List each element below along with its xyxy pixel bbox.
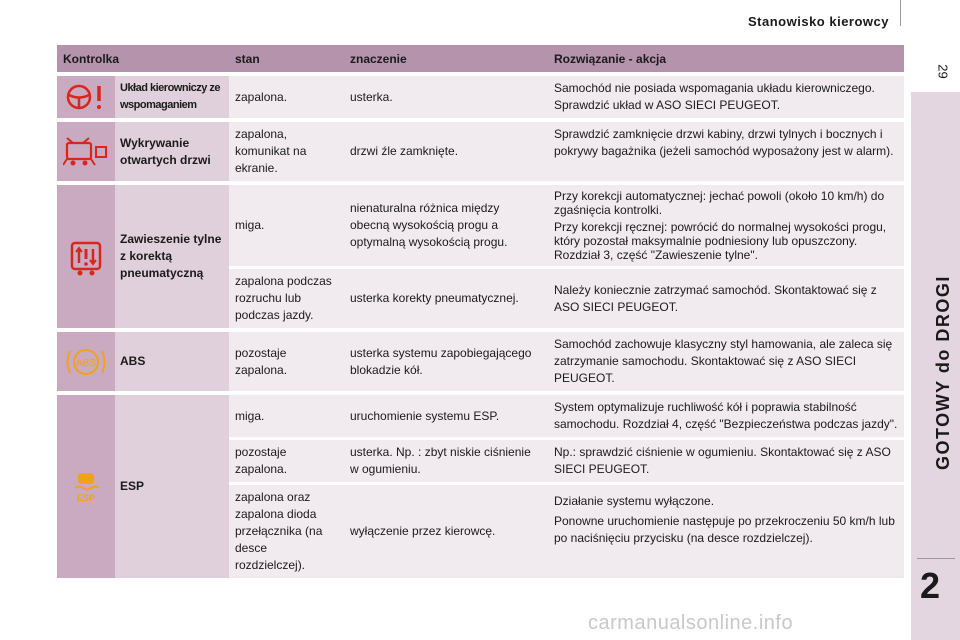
meaning-cell: usterka. — [344, 76, 548, 118]
state-row — [229, 269, 904, 328]
page-header-title: Stanowisko kierowcy — [748, 14, 889, 29]
action-cell: System optymalizuje ruchliwość kół i poprawia stabilność samochodu. Rozdział 4, część "Bezpieczeństwa podczas jazdy". — [548, 395, 904, 437]
indicator-name: ESP — [115, 395, 229, 578]
state-cell: zapalona. — [229, 76, 344, 118]
table-row — [57, 332, 904, 391]
suspension-icon — [66, 237, 106, 277]
svg-text:ESP: ESP — [76, 492, 96, 503]
page-number: 29 — [935, 64, 951, 79]
state-cell: pozostaje zapalona. — [229, 332, 344, 391]
chapter-number: 2 — [920, 565, 941, 606]
indicator-icon-cell — [57, 332, 115, 391]
table-row — [57, 76, 904, 118]
state-cell: zapalona, komunikat na ekranie. — [229, 122, 344, 181]
action-cell: Działanie systemu wyłączone. Ponowne uruchomienie następuje po przekroczeniu 50 km/h lub po naciśnięciu przycisku (na desce rozdzielczej). — [548, 485, 904, 578]
state-cell: zapalona oraz zapalona dioda przełącznika (na desce rozdzielczej). — [229, 485, 344, 578]
indicator-icon-cell — [57, 395, 115, 578]
state-row — [229, 440, 904, 482]
svg-text:ABS: ABS — [75, 357, 97, 369]
action-cell: Należy koniecznie zatrzymać samochód. Skontaktować się z ASO SIECI PEUGEOT. — [548, 269, 904, 328]
table-header-row — [57, 45, 904, 72]
abs-icon — [63, 345, 109, 379]
header-divider — [900, 0, 901, 26]
state-row — [229, 395, 904, 437]
state-cell: miga. — [229, 185, 344, 266]
chapter-divider — [917, 558, 955, 559]
meaning-cell: usterka systemu zapobiegającego blokadzie kół. — [344, 332, 548, 391]
action-cell: Przy korekcji automatycznej: jechać powoli (około 10 km/h) do zgaśnięcia kontrolki. Przy korekcji ręcznej: powrócić do normalnej wysokości progu, który pozostał maksymalnie podniesiony lub opuszczony. Rozdział 3, część "Zawieszenie tylne". — [548, 185, 904, 266]
open-doors-icon — [63, 137, 109, 167]
chapter-title: GOTOWY do DROGI — [933, 275, 953, 470]
column-header-indicator: Kontrolka — [63, 51, 120, 66]
state-row — [229, 76, 904, 118]
column-header-state: stan — [235, 51, 260, 66]
state-row — [229, 485, 904, 578]
table-row — [57, 185, 904, 328]
watermark: carmanualsonline.info — [588, 612, 794, 634]
esp-icon — [69, 470, 103, 504]
meaning-cell: wyłączenie przez kierowcę. — [344, 485, 548, 578]
action-cell: Samochód zachowuje klasyczny styl hamowania, ale zaleca się zatrzymanie samochodu. Skontaktować się z ASO SIECI PEUGEOT. — [548, 332, 904, 391]
column-header-meaning: znaczenie — [350, 51, 407, 66]
steering-warning-icon — [63, 82, 109, 112]
meaning-cell: nienaturalna różnica między obecną wysokością progu a optymalną wysokością progu. — [344, 185, 548, 266]
meaning-cell: usterka. Np. : zbyt niskie ciśnienie w ogumieniu. — [344, 440, 548, 482]
action-cell: Samochód nie posiada wspomagania układu kierowniczego. Sprawdzić układ w ASO SIECI PEUGEOT. — [548, 76, 904, 118]
indicator-name: Układ kierowniczy ze wspomaganiem — [115, 76, 229, 118]
state-row — [229, 185, 904, 266]
table-row — [57, 395, 904, 578]
indicator-name: ABS — [115, 332, 229, 391]
indicator-name: Zawieszenie tylne z korektą pneumatyczną — [115, 185, 229, 328]
meaning-cell: drzwi źle zamknięte. — [344, 122, 548, 181]
state-row — [229, 332, 904, 391]
indicator-icon-cell — [57, 122, 115, 181]
state-cell: pozostaje zapalona. — [229, 440, 344, 482]
state-cell: zapalona podczas rozruchu lub podczas jazdy. — [229, 269, 344, 328]
meaning-cell: usterka korekty pneumatycznej. — [344, 269, 548, 328]
action-cell: Np.: sprawdzić ciśnienie w ogumieniu. Skontaktować się z ASO SIECI PEUGEOT. — [548, 440, 904, 482]
warning-lights-table — [57, 45, 904, 578]
table-row — [57, 122, 904, 181]
column-header-action: Rozwiązanie - akcja — [554, 51, 667, 66]
indicator-name: Wykrywanie otwartych drzwi — [115, 122, 229, 181]
meaning-cell: uruchomienie systemu ESP. — [344, 395, 548, 437]
indicator-icon-cell — [57, 185, 115, 328]
state-row — [229, 122, 904, 181]
action-cell: Sprawdzić zamknięcie drzwi kabiny, drzwi tylnych i bocznych i pokrywy bagażnika (jeżeli samochód wyposażony jest w alarm). — [548, 122, 904, 181]
indicator-icon-cell — [57, 76, 115, 118]
state-cell: miga. — [229, 395, 344, 437]
